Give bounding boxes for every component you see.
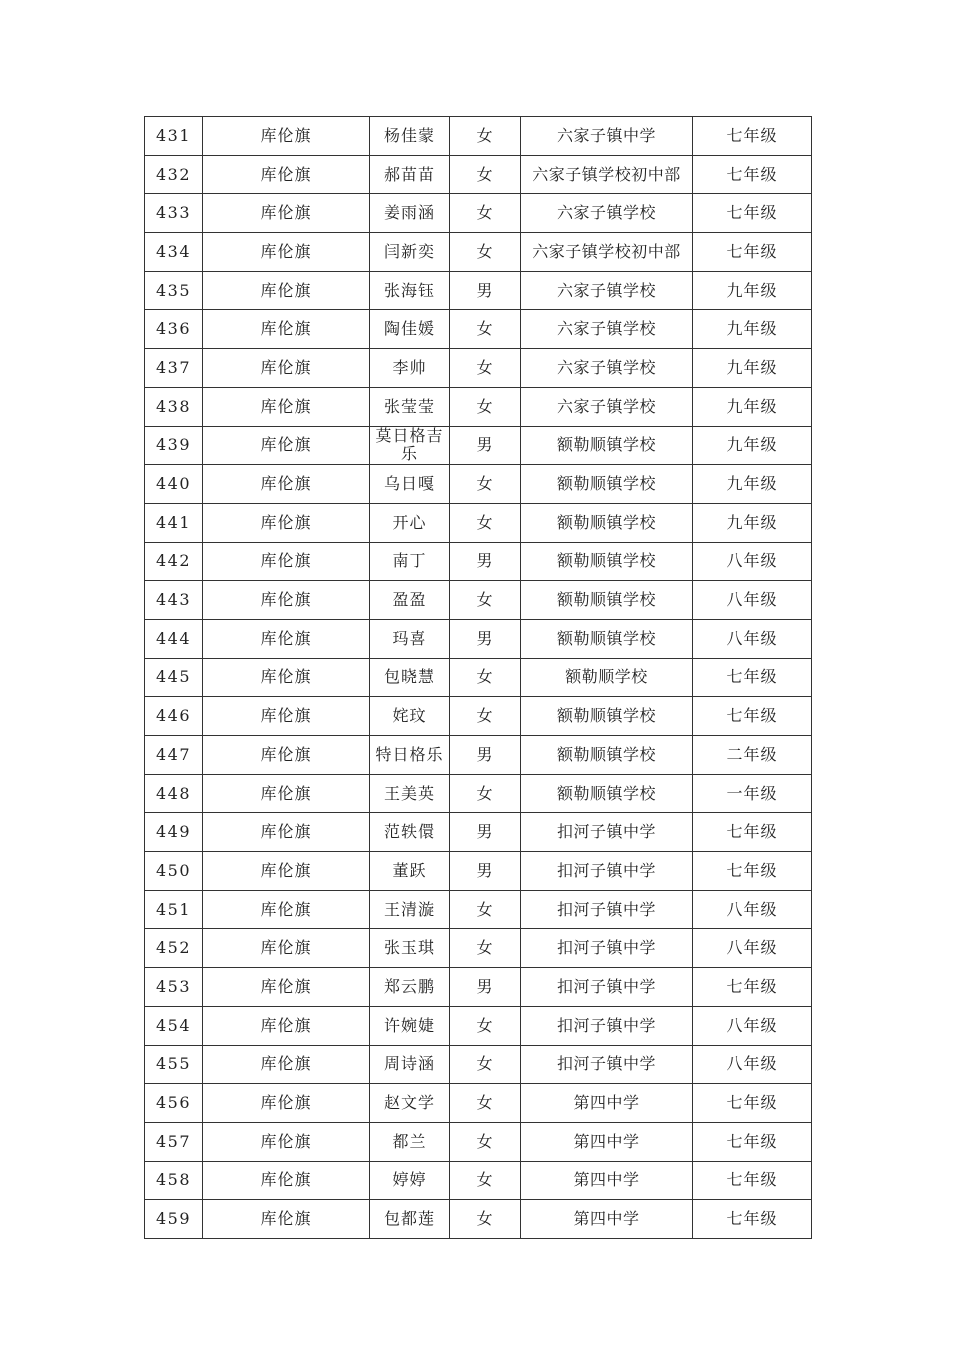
grade-cell: 七年级 [693, 194, 812, 233]
table-row [145, 233, 812, 272]
row-number-cell: 449 [145, 813, 203, 852]
grade-cell: 八年级 [693, 890, 812, 929]
student-name-cell: 董跃 [370, 852, 450, 891]
student-name-cell: 周诗涵 [370, 1045, 450, 1084]
region-cell: 库伦旗 [203, 387, 370, 426]
student-name-cell: 王美英 [370, 774, 450, 813]
student-name-cell: 郝苗苗 [370, 155, 450, 194]
table-row [145, 929, 812, 968]
region-cell: 库伦旗 [203, 619, 370, 658]
table-row [145, 155, 812, 194]
student-name-cell: 郑云鹏 [370, 968, 450, 1007]
grade-cell: 七年级 [693, 233, 812, 272]
grade-cell: 八年级 [693, 619, 812, 658]
table-row [145, 1200, 812, 1239]
row-number-cell: 437 [145, 349, 203, 388]
row-number-cell: 456 [145, 1084, 203, 1123]
gender-cell: 男 [450, 813, 521, 852]
grade-cell: 八年级 [693, 581, 812, 620]
grade-cell: 七年级 [693, 658, 812, 697]
region-cell: 库伦旗 [203, 503, 370, 542]
grade-cell: 七年级 [693, 1122, 812, 1161]
grade-cell: 七年级 [693, 813, 812, 852]
gender-cell: 男 [450, 426, 521, 465]
grade-cell: 七年级 [693, 1161, 812, 1200]
row-number-cell: 433 [145, 194, 203, 233]
row-number-cell: 458 [145, 1161, 203, 1200]
table-row [145, 774, 812, 813]
student-name-cell: 王清漩 [370, 890, 450, 929]
student-name-cell: 盈盈 [370, 581, 450, 620]
student-name-cell: 闫新奕 [370, 233, 450, 272]
student-name-cell: 范轶儇 [370, 813, 450, 852]
region-cell: 库伦旗 [203, 271, 370, 310]
student-name-cell: 乌日嘎 [370, 465, 450, 504]
student-name-cell: 玛喜 [370, 619, 450, 658]
gender-cell: 女 [450, 697, 521, 736]
region-cell: 库伦旗 [203, 852, 370, 891]
row-number-cell: 446 [145, 697, 203, 736]
gender-cell: 女 [450, 658, 521, 697]
school-cell: 扣河子镇中学 [521, 813, 693, 852]
table-row [145, 387, 812, 426]
row-number-cell: 432 [145, 155, 203, 194]
gender-cell: 女 [450, 1161, 521, 1200]
table-row [145, 271, 812, 310]
gender-cell: 男 [450, 271, 521, 310]
table-row [145, 1045, 812, 1084]
school-cell: 第四中学 [521, 1084, 693, 1123]
grade-cell: 九年级 [693, 426, 812, 465]
grade-cell: 九年级 [693, 310, 812, 349]
region-cell: 库伦旗 [203, 581, 370, 620]
student-name-cell: 赵文学 [370, 1084, 450, 1123]
grade-cell: 七年级 [693, 1200, 812, 1239]
row-number-cell: 442 [145, 542, 203, 581]
gender-cell: 女 [450, 465, 521, 504]
region-cell: 库伦旗 [203, 1161, 370, 1200]
row-number-cell: 438 [145, 387, 203, 426]
roster-body [145, 117, 812, 1239]
table-row [145, 852, 812, 891]
region-cell: 库伦旗 [203, 1200, 370, 1239]
table-row [145, 426, 812, 465]
student-name-cell: 南丁 [370, 542, 450, 581]
region-cell: 库伦旗 [203, 813, 370, 852]
gender-cell: 女 [450, 155, 521, 194]
student-name-cell: 姜雨涵 [370, 194, 450, 233]
school-cell: 六家子镇中学 [521, 117, 693, 156]
gender-cell: 男 [450, 619, 521, 658]
school-cell: 六家子镇学校初中部 [521, 233, 693, 272]
school-cell: 扣河子镇中学 [521, 1045, 693, 1084]
gender-cell: 男 [450, 736, 521, 775]
row-number-cell: 459 [145, 1200, 203, 1239]
table-row [145, 310, 812, 349]
school-cell: 额勒顺学校 [521, 658, 693, 697]
row-number-cell: 447 [145, 736, 203, 775]
grade-cell: 九年级 [693, 349, 812, 388]
grade-cell: 八年级 [693, 1006, 812, 1045]
school-cell: 扣河子镇中学 [521, 968, 693, 1007]
school-cell: 扣河子镇中学 [521, 890, 693, 929]
region-cell: 库伦旗 [203, 1084, 370, 1123]
student-name-cell: 李帅 [370, 349, 450, 388]
region-cell: 库伦旗 [203, 736, 370, 775]
student-name-cell: 杨佳蒙 [370, 117, 450, 156]
row-number-cell: 455 [145, 1045, 203, 1084]
grade-cell: 一年级 [693, 774, 812, 813]
school-cell: 额勒顺镇学校 [521, 697, 693, 736]
table-row [145, 813, 812, 852]
grade-cell: 九年级 [693, 503, 812, 542]
gender-cell: 女 [450, 929, 521, 968]
table-row [145, 542, 812, 581]
student-name-cell: 张莹莹 [370, 387, 450, 426]
grade-cell: 七年级 [693, 697, 812, 736]
region-cell: 库伦旗 [203, 233, 370, 272]
region-cell: 库伦旗 [203, 1122, 370, 1161]
student-name-cell: 张海钰 [370, 271, 450, 310]
table-row [145, 503, 812, 542]
grade-cell: 九年级 [693, 465, 812, 504]
table-row [145, 1006, 812, 1045]
region-cell: 库伦旗 [203, 968, 370, 1007]
gender-cell: 女 [450, 890, 521, 929]
school-cell: 第四中学 [521, 1161, 693, 1200]
row-number-cell: 453 [145, 968, 203, 1007]
gender-cell: 女 [450, 194, 521, 233]
region-cell: 库伦旗 [203, 155, 370, 194]
table-row [145, 619, 812, 658]
school-cell: 扣河子镇中学 [521, 852, 693, 891]
table-row [145, 1084, 812, 1123]
table-row [145, 194, 812, 233]
gender-cell: 女 [450, 349, 521, 388]
gender-cell: 女 [450, 1006, 521, 1045]
region-cell: 库伦旗 [203, 426, 370, 465]
table-row [145, 697, 812, 736]
gender-cell: 女 [450, 503, 521, 542]
region-cell: 库伦旗 [203, 349, 370, 388]
school-cell: 额勒顺镇学校 [521, 619, 693, 658]
region-cell: 库伦旗 [203, 774, 370, 813]
student-name-cell: 包都莲 [370, 1200, 450, 1239]
student-name-cell: 莫日格吉乐 [370, 426, 450, 465]
gender-cell: 女 [450, 310, 521, 349]
school-cell: 额勒顺镇学校 [521, 736, 693, 775]
grade-cell: 七年级 [693, 117, 812, 156]
row-number-cell: 450 [145, 852, 203, 891]
row-number-cell: 454 [145, 1006, 203, 1045]
region-cell: 库伦旗 [203, 697, 370, 736]
row-number-cell: 439 [145, 426, 203, 465]
gender-cell: 男 [450, 542, 521, 581]
region-cell: 库伦旗 [203, 658, 370, 697]
school-cell: 扣河子镇中学 [521, 1006, 693, 1045]
student-name-cell: 婷婷 [370, 1161, 450, 1200]
student-name-cell: 都兰 [370, 1122, 450, 1161]
grade-cell: 八年级 [693, 542, 812, 581]
gender-cell: 女 [450, 581, 521, 620]
grade-cell: 七年级 [693, 852, 812, 891]
grade-cell: 九年级 [693, 271, 812, 310]
region-cell: 库伦旗 [203, 194, 370, 233]
grade-cell: 七年级 [693, 968, 812, 1007]
region-cell: 库伦旗 [203, 310, 370, 349]
row-number-cell: 440 [145, 465, 203, 504]
school-cell: 额勒顺镇学校 [521, 503, 693, 542]
school-cell: 扣河子镇中学 [521, 929, 693, 968]
student-name-cell: 许婉婕 [370, 1006, 450, 1045]
gender-cell: 男 [450, 968, 521, 1007]
grade-cell: 八年级 [693, 929, 812, 968]
region-cell: 库伦旗 [203, 890, 370, 929]
row-number-cell: 431 [145, 117, 203, 156]
student-name-cell: 开心 [370, 503, 450, 542]
gender-cell: 女 [450, 1200, 521, 1239]
row-number-cell: 443 [145, 581, 203, 620]
table-row [145, 1122, 812, 1161]
gender-cell: 女 [450, 774, 521, 813]
gender-cell: 女 [450, 1045, 521, 1084]
table-row [145, 658, 812, 697]
school-cell: 六家子镇学校 [521, 271, 693, 310]
region-cell: 库伦旗 [203, 542, 370, 581]
row-number-cell: 441 [145, 503, 203, 542]
table-row [145, 890, 812, 929]
grade-cell: 八年级 [693, 1045, 812, 1084]
school-cell: 六家子镇学校初中部 [521, 155, 693, 194]
school-cell: 六家子镇学校 [521, 349, 693, 388]
region-cell: 库伦旗 [203, 929, 370, 968]
region-cell: 库伦旗 [203, 1006, 370, 1045]
region-cell: 库伦旗 [203, 1045, 370, 1084]
school-cell: 六家子镇学校 [521, 310, 693, 349]
school-cell: 额勒顺镇学校 [521, 426, 693, 465]
table-row [145, 465, 812, 504]
row-number-cell: 445 [145, 658, 203, 697]
row-number-cell: 457 [145, 1122, 203, 1161]
school-cell: 额勒顺镇学校 [521, 542, 693, 581]
region-cell: 库伦旗 [203, 465, 370, 504]
school-cell: 额勒顺镇学校 [521, 465, 693, 504]
school-cell: 额勒顺镇学校 [521, 774, 693, 813]
school-cell: 额勒顺镇学校 [521, 581, 693, 620]
table-row [145, 581, 812, 620]
student-name-cell: 陶佳媛 [370, 310, 450, 349]
table-row [145, 117, 812, 156]
region-cell: 库伦旗 [203, 117, 370, 156]
school-cell: 六家子镇学校 [521, 194, 693, 233]
row-number-cell: 434 [145, 233, 203, 272]
grade-cell: 二年级 [693, 736, 812, 775]
gender-cell: 女 [450, 1084, 521, 1123]
row-number-cell: 436 [145, 310, 203, 349]
gender-cell: 女 [450, 1122, 521, 1161]
grade-cell: 九年级 [693, 387, 812, 426]
gender-cell: 女 [450, 117, 521, 156]
student-roster-table [144, 116, 812, 1239]
gender-cell: 男 [450, 852, 521, 891]
table-row [145, 736, 812, 775]
table-row [145, 968, 812, 1007]
row-number-cell: 448 [145, 774, 203, 813]
school-cell: 第四中学 [521, 1200, 693, 1239]
row-number-cell: 435 [145, 271, 203, 310]
school-cell: 第四中学 [521, 1122, 693, 1161]
student-name-cell: 张玉琪 [370, 929, 450, 968]
table-row [145, 1161, 812, 1200]
student-name-cell: 姹玟 [370, 697, 450, 736]
gender-cell: 女 [450, 233, 521, 272]
student-name-cell: 特日格乐 [370, 736, 450, 775]
row-number-cell: 444 [145, 619, 203, 658]
table-row [145, 349, 812, 388]
student-name-cell: 包晓慧 [370, 658, 450, 697]
row-number-cell: 452 [145, 929, 203, 968]
gender-cell: 女 [450, 387, 521, 426]
row-number-cell: 451 [145, 890, 203, 929]
school-cell: 六家子镇学校 [521, 387, 693, 426]
grade-cell: 七年级 [693, 155, 812, 194]
grade-cell: 七年级 [693, 1084, 812, 1123]
